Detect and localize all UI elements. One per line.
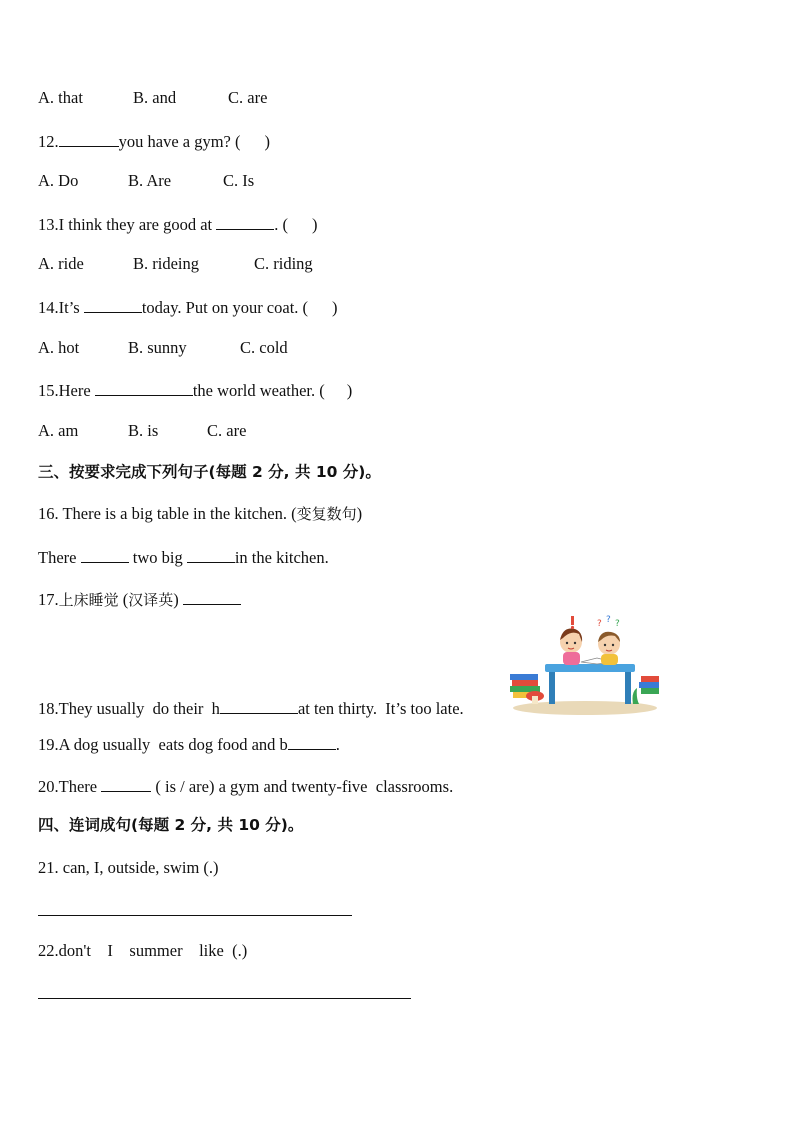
q19-blank[interactable] <box>288 733 336 750</box>
children-studying-illustration <box>505 612 661 716</box>
q14-option-b: B. sunny <box>128 338 187 357</box>
q12-paren-close: ) <box>264 132 270 151</box>
q12-option-b: B. Are <box>128 171 172 190</box>
q16-answer-end: in the kitchen. <box>234 548 329 567</box>
q20-blank[interactable] <box>101 775 151 792</box>
question-16 <box>38 504 362 524</box>
q12-text: you have a gym? ( <box>118 132 241 151</box>
q17-paren-close: ) <box>173 590 179 609</box>
question-15 <box>38 379 352 401</box>
q15-option-c: C. are <box>207 421 247 440</box>
q16-answer-mid: two big <box>132 548 183 567</box>
question-21: 21. can, I, outside, swim (.) <box>38 858 219 877</box>
q12-number: 12. <box>38 132 59 151</box>
q17-chinese-phrase: 上床睡觉 <box>58 591 119 609</box>
q17-blank[interactable] <box>183 588 241 605</box>
q11-option-c: C. are <box>228 88 268 107</box>
q20-text: 20.There <box>38 777 98 796</box>
q18-text: 18.They usually do their h <box>38 699 220 718</box>
q16-answer-start: There <box>38 548 77 567</box>
q11-option-a: A. that <box>38 88 83 107</box>
q12-option-c: C. Is <box>223 171 255 190</box>
q20-after: ( is / are) a gym and twenty-five classrooms. <box>155 777 454 796</box>
question-16-answer <box>38 546 329 568</box>
q14-paren-close: ) <box>332 298 338 317</box>
q18-after: at ten thirty. It’s too late. <box>297 699 464 718</box>
q17-instruction: 汉译英 <box>128 591 174 609</box>
q12-option-a: A. Do <box>38 171 79 190</box>
question-22: 22.don't I summer like (.) <box>38 941 248 960</box>
q13-option-c: C. riding <box>254 254 313 273</box>
question-12 <box>38 130 270 152</box>
q15-text: 15.Here <box>38 381 91 400</box>
q15-option-a: A. am <box>38 421 79 440</box>
q13-after: . ( <box>274 215 288 234</box>
q17-paren-open: ( <box>118 590 129 609</box>
q14-option-c: C. cold <box>240 338 288 357</box>
q19-after: . <box>335 735 340 754</box>
q13-text: 13.I think they are good at <box>38 215 213 234</box>
q16-instruction: 变复数句 <box>296 505 357 523</box>
svg-text:?: ? <box>597 619 602 629</box>
q13-paren-close: ) <box>312 215 318 234</box>
q16-text: 16. There is a big table in the kitchen. ( <box>38 504 297 523</box>
q21-answer-line[interactable] <box>38 915 352 916</box>
section-3-heading: 三、按要求完成下列句子(每题 2 分, 共 10 分)。 <box>38 463 381 481</box>
q13-option-b: B. rideing <box>133 254 199 273</box>
q14-blank[interactable] <box>84 296 142 313</box>
q11-option-b: B. and <box>133 88 177 107</box>
svg-text:?: ? <box>615 619 620 629</box>
q15-option-b: B. is <box>128 421 159 440</box>
q16-blank-2[interactable] <box>187 546 235 563</box>
question-18 <box>38 697 464 719</box>
q19-text: 19.A dog usually eats dog food and b <box>38 735 288 754</box>
question-14 <box>38 296 338 318</box>
question-20 <box>38 775 453 797</box>
section-4-heading: 四、连词成句(每题 2 分, 共 10 分)。 <box>38 816 304 834</box>
q14-after: today. Put on your coat. ( <box>141 298 309 317</box>
q12-blank[interactable] <box>59 130 119 147</box>
question-13 <box>38 213 318 235</box>
question-19 <box>38 733 340 755</box>
q14-option-a: A. hot <box>38 338 80 357</box>
q14-text: 14.It’s <box>38 298 80 317</box>
q13-blank[interactable] <box>216 213 274 230</box>
q18-blank[interactable] <box>220 697 298 714</box>
q15-paren-close: ) <box>346 381 353 400</box>
svg-text:?: ? <box>606 615 611 625</box>
question-17 <box>38 588 241 610</box>
q16-blank-1[interactable] <box>81 546 129 563</box>
q17-number: 17. <box>38 590 59 609</box>
q15-after: the world weather. ( <box>192 381 325 400</box>
q22-answer-line[interactable] <box>38 998 411 999</box>
q16-paren-close: ) <box>356 504 363 523</box>
q13-option-a: A. ride <box>38 254 84 273</box>
q15-blank[interactable] <box>95 379 193 396</box>
